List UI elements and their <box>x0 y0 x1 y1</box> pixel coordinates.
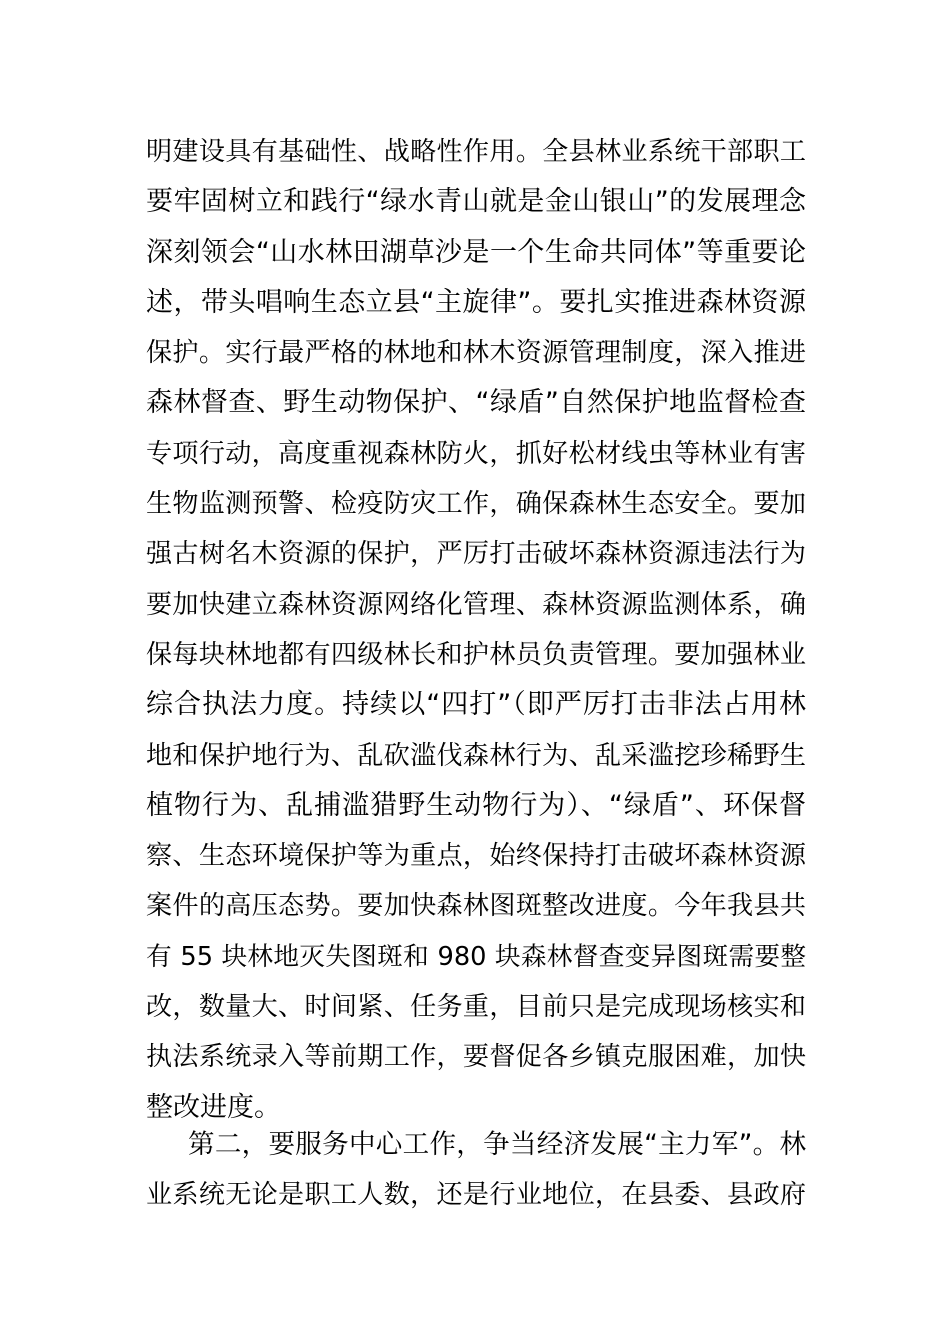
text-line: 综合执法力度。持续以“四打”（即严厉打击非法占用林 <box>146 689 806 721</box>
text-line: 整改进度。 <box>146 1091 281 1123</box>
text-line: 专项行动，高度重视森林防火，抓好松材线虫等林业有害 <box>146 438 806 469</box>
text-line: 明建设具有基础性、战略性作用。全县林业系统干部职工 <box>146 137 806 167</box>
text-line: 要加快建立森林资源网络化管理、森林资源监测体系，确 <box>146 589 806 620</box>
text-line: 执法系统录入等前期工作，要督促各乡镇克服困难，加快 <box>146 1042 806 1073</box>
text-line: 述，带头唱响生态立县“主旋律”。要扎实推进森林资源 <box>146 286 806 318</box>
text-line: 森林督查、野生动物保护、“绿盾”自然保护地监督检查 <box>146 387 806 419</box>
text-line: 生物监测预警、检疫防灾工作，确保森林生态安全。要加 <box>146 489 806 520</box>
text-line: 改，数量大、时间紧、任务重，目前只是完成现场核实和 <box>146 992 806 1023</box>
text-line: 业系统无论是职工人数，还是行业地位，在县委、县政府 <box>146 1180 806 1211</box>
paragraph-1 <box>146 127 806 1133</box>
paragraph-2 <box>146 1120 806 1221</box>
text-line: 案件的高压态势。要加快森林图斑整改进度。今年我县共 <box>146 891 806 922</box>
text-line: 有 55 块林地灭失图斑和 980 块森林督查变异图斑需要整 <box>146 941 806 972</box>
text-line: 察、生态环境保护等为重点，始终保持打击破坏森林资源 <box>146 841 806 872</box>
text-line: 深刻领会“山水林田湖草沙是一个生命共同体”等重要论 <box>146 236 806 268</box>
text-line: 保每块林地都有四级林长和护林员负责管理。要加强林业 <box>146 639 806 670</box>
text-line: 保护。实行最严格的林地和林木资源管理制度，深入推进 <box>146 338 806 369</box>
text-line: 要牢固树立和践行“绿水青山就是金山银山”的发展理念 <box>146 186 806 218</box>
text-line: 植物行为、乱捕滥猎野生动物行为）、“绿盾”、环保督 <box>146 789 806 821</box>
text-line: 强古树名木资源的保护，严厉打击破坏森林资源违法行为 <box>146 539 806 570</box>
text-line: 地和保护地行为、乱砍滥伐森林行为、乱采滥挖珍稀野生 <box>146 740 806 771</box>
text-line: 第二，要服务中心工作，争当经济发展“主力军”。林 <box>188 1129 806 1160</box>
